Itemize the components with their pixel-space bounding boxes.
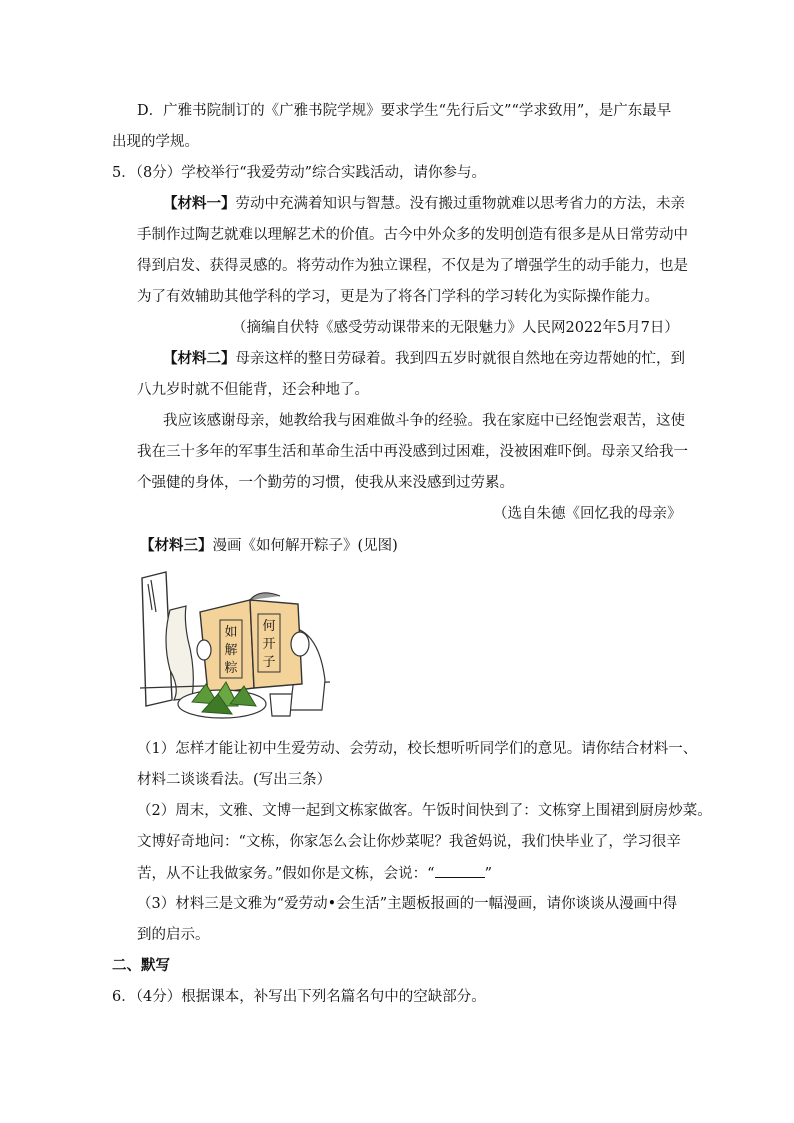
subquestion-2-line-2: 文博好奇地问：“文栋，你家怎么会让你炒菜呢？我爸妈说，我们快毕业了，学习很辛 [137,834,681,850]
book-char-left-3: 粽 [224,661,238,676]
subquestion-2-line-1: （2）周末，文雅、文博一起到文栋家做客。午饭时间快到了：文栋穿上围裙到厨房炒菜。 [137,803,712,819]
book-char-right-3: 子 [262,655,276,670]
material-1-line-1 [163,196,685,213]
material-1-text: 劳动中充满着知识与智慧。没有搬过重物就难以思考省力的方法，未亲 [235,196,685,212]
cup [270,694,292,716]
material-2-source: （选自朱德《回忆我的母亲》 [493,506,682,522]
material-2-line-5: 个强健的身体，一个勤劳的习惯，使我从来没感到过劳累。 [137,475,514,491]
section-title: 二、默写 [112,958,170,974]
material-2-line-4: 我在三十多年的军事生活和革命生活中再没感到过困难，没被困难吓倒。母亲又给我一 [137,444,688,460]
person-head [250,593,280,600]
material-1-line-3: 得到启发、获得灵感的。将劳动作为独立课程，不仅是为了增强学生的动手能力，也是 [137,258,688,274]
option-d-line-2: 出现的学规。 [112,134,199,150]
material-2-text: 母亲这样的整日劳碌着。我到四五岁时就很自然地在旁边帮她的忙，到 [235,351,685,367]
subquestion-1-line-2: 材料二谈谈看法。(写出三条） [137,772,332,788]
book-char-right-2: 开 [262,637,276,652]
question-5-stem: 5．（8分）学校举行“我爱劳动”综合实践活动，请你参与。 [112,165,487,181]
subquestion-3-line-2: 到的启示。 [137,927,210,943]
question-6-stem: 6．（4分）根据课本，补写出下列名篇名句中的空缺部分。 [112,989,486,1005]
right-hand [291,632,309,656]
material-2-line-2: 八九岁时就不但能背，还会种地了。 [137,382,369,398]
material-2-line-1 [163,351,685,368]
material-1-label: 【材料一】 [163,196,236,212]
option-d-line-1: D．广雅书院制订的《广雅书院学规》要求学生“先行后文”“学求致用”，是广东最早 [137,103,672,119]
cartoon-illustration [140,570,330,722]
book-char-left-2: 解 [224,643,238,658]
subquestion-3-line-1: （3）材料三是文雅为“爱劳动•会生活”主题板报画的一幅漫画，请你谈谈从漫画中得 [137,896,678,912]
window-glare [148,580,156,612]
answer-blank[interactable] [435,865,485,878]
material-2-line-3: 我应该感谢母亲，她教给我与困难做斗争的经验。我在家庭中已经饱尝艰苦，这使 [163,413,685,429]
material-3-text: 漫画《如何解开粽子》(见图) [212,538,398,554]
material-1-line-4: 为了有效辅助其他学科的学习，更是为了将各门学科的学习转化为实际操作能力。 [137,289,659,305]
material-3-line [140,538,398,555]
left-hand [197,640,211,660]
subquestion-2-line-3-text: 苦，从不让我做家务。”假如你是文栋，会说：“ [137,866,435,882]
material-1-line-2: 手制作过陶艺就难以理解艺术的价值。古今中外众多的发明创造有很多是从日常劳动中 [137,227,688,243]
closing-quote: ” [484,866,492,882]
material-3-label: 【材料三】 [140,538,213,554]
material-2-label: 【材料二】 [163,351,236,367]
book-char-right-1: 何 [262,619,276,634]
subquestion-1-line-1: （1）怎样才能让初中生爱劳动、会劳动，校长想听听同学们的意见。请你结合材料一、 [137,741,698,757]
subquestion-2-line-3 [137,865,492,883]
book-char-left-1: 如 [224,625,238,640]
material-1-source: （摘编自伏特《感受劳动课带来的无限魅力》人民网2022年5月7日） [232,320,679,336]
